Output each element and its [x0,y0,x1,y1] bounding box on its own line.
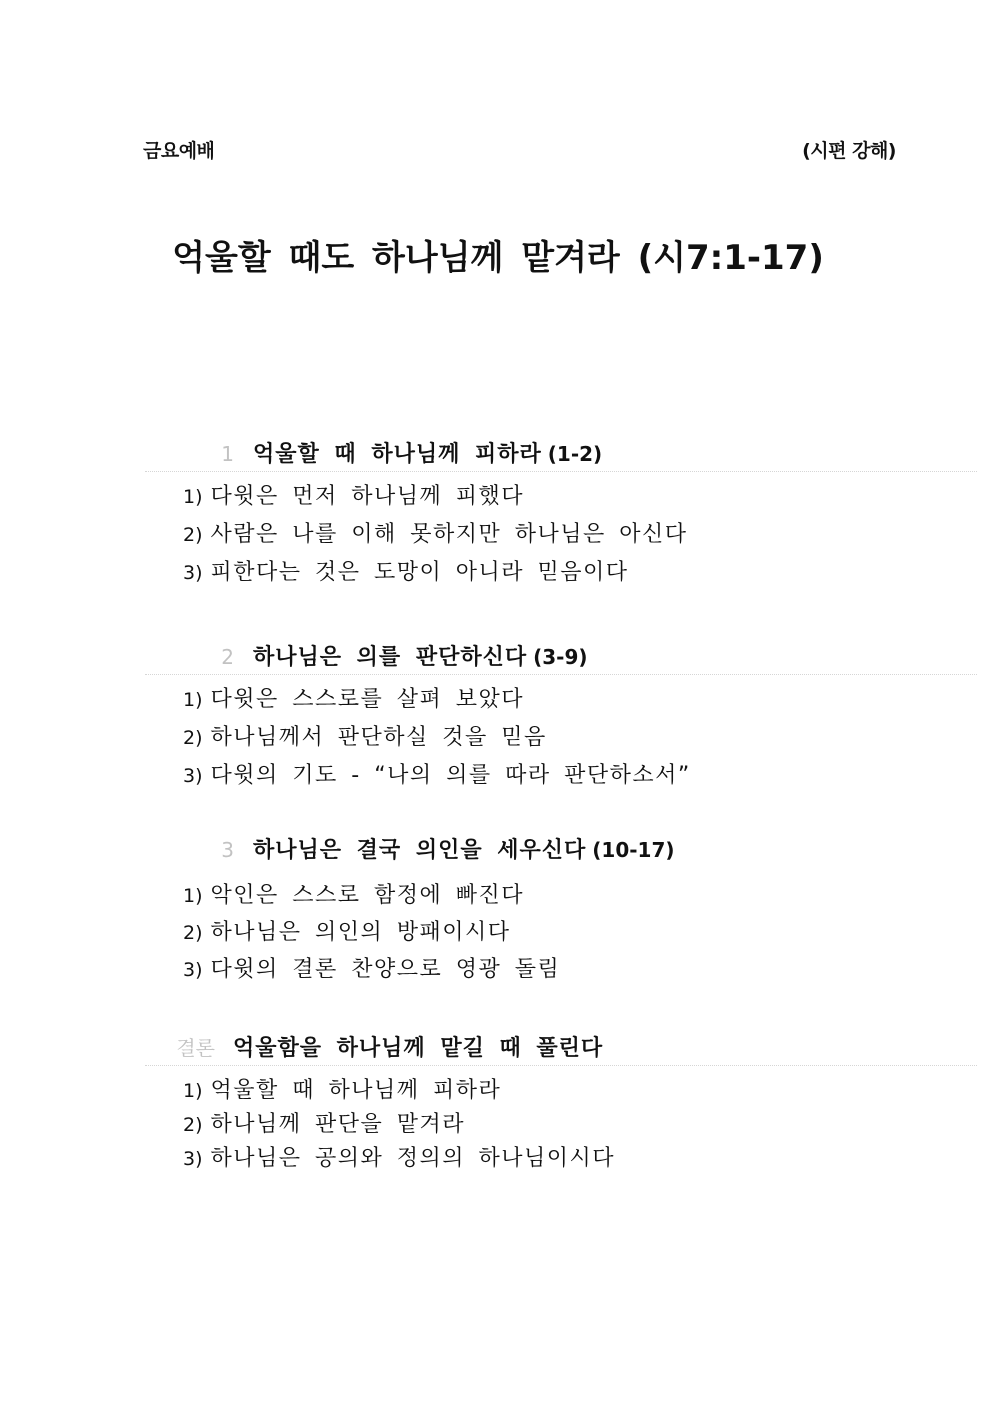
list-item [183,1142,977,1176]
section-3 [145,833,977,988]
section-items [145,478,977,592]
list-item [183,719,977,757]
section-2 [145,640,977,795]
section-title: 하나님은 결국 의인을 세우신다 [253,838,587,863]
section-heading [145,833,977,867]
item-number: 3) [183,1148,203,1170]
section-title: 억울함을 하나님께 맡길 때 풀린다 [233,1036,604,1061]
list-item [183,478,977,516]
section-items [145,681,977,795]
item-text: 피한다는 것은 도망이 아니라 믿음이다 [210,560,629,585]
item-text: 다윗의 기도 - “나의 의를 따라 판단하소서” [210,763,691,788]
section-heading [145,437,977,472]
page-title: 억울할 때도 하나님께 맡겨라 (시7:1-17) [172,238,824,278]
section-reference: (1-2) [547,442,603,466]
header-series-label: (시편 강해) [802,140,896,162]
item-number: 2) [183,524,203,546]
section-number: 결론 [176,1036,215,1060]
item-text: 악인은 스스로 함정에 빠진다 [210,883,525,908]
item-number: 3) [183,562,203,584]
list-item [183,1108,977,1142]
item-text: 사람은 나를 이해 못하지만 하나님은 아신다 [210,522,688,547]
list-item [183,1074,977,1108]
section-title: 억울할 때 하나님께 피하라 [253,442,542,467]
item-number: 2) [183,1114,203,1136]
header-service-label: 금요예배 [143,140,215,162]
section-items [145,1074,977,1176]
list-item [183,914,977,951]
item-text: 하나님께서 판단하실 것을 믿음 [210,725,547,750]
item-text: 다윗의 결론 찬양으로 영광 돌림 [210,957,561,982]
section-reference: (10-17) [592,838,675,862]
section-title: 하나님은 의를 판단하신다 [253,645,528,670]
item-text: 하나님께 판단을 맡겨라 [210,1112,466,1137]
list-item [183,681,977,719]
section-number: 1 [221,442,235,466]
section-heading [145,640,977,675]
item-number: 3) [183,765,203,787]
item-text: 다윗은 스스로를 살펴 보았다 [210,687,525,712]
item-number: 1) [183,1080,203,1102]
list-item [183,877,977,914]
section-reference: (3-9) [533,645,588,669]
item-number: 1) [183,486,203,508]
section-number: 2 [221,645,235,669]
item-number: 1) [183,689,203,711]
section-conclusion [145,1031,977,1176]
item-number: 3) [183,959,203,981]
list-item [183,516,977,554]
list-item [183,951,977,988]
section-1 [145,437,977,592]
item-text: 다윗은 먼저 하나님께 피했다 [210,484,525,509]
item-number: 2) [183,922,203,944]
list-item [183,757,977,795]
item-number: 1) [183,885,203,907]
section-number: 3 [221,838,235,862]
list-item [183,554,977,592]
item-number: 2) [183,727,203,749]
item-text: 하나님은 공의와 정의의 하나님이시다 [210,1146,616,1171]
section-heading [145,1031,977,1066]
section-items [145,877,977,988]
item-text: 억울할 때 하나님께 피하라 [210,1078,502,1103]
item-text: 하나님은 의인의 방패이시다 [210,920,511,945]
